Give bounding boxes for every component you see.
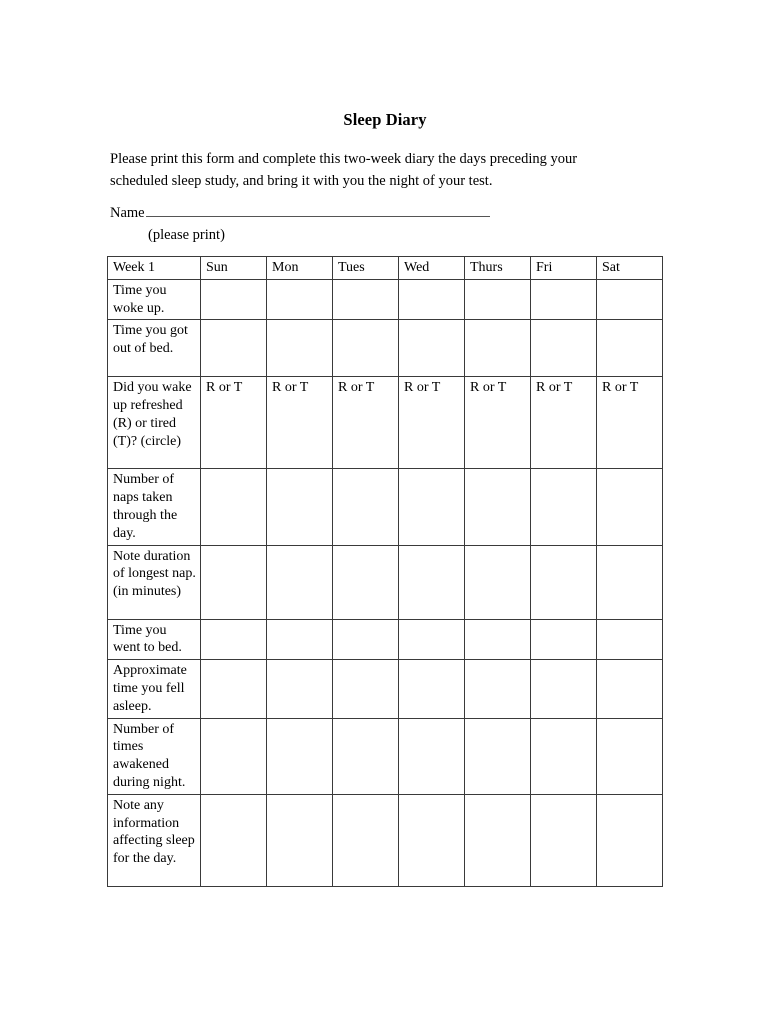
- entry-cell[interactable]: [399, 718, 465, 794]
- entry-cell-r-or-t[interactable]: R or T: [399, 377, 465, 469]
- intro-line-2: scheduled sleep study, and bring it with you the night of your test.: [110, 173, 493, 189]
- table-row: [108, 794, 663, 886]
- table-row: [108, 619, 663, 660]
- table-row: [108, 718, 663, 794]
- entry-cell[interactable]: [531, 794, 597, 886]
- entry-cell[interactable]: [267, 619, 333, 660]
- entry-cell[interactable]: [267, 320, 333, 377]
- entry-cell-r-or-t[interactable]: R or T: [531, 377, 597, 469]
- row-label: Approximate time you fell asleep.: [108, 660, 201, 718]
- entry-cell[interactable]: [465, 619, 531, 660]
- entry-cell[interactable]: [201, 545, 267, 619]
- entry-cell[interactable]: [333, 718, 399, 794]
- entry-cell-r-or-t[interactable]: R or T: [333, 377, 399, 469]
- entry-cell-r-or-t[interactable]: R or T: [465, 377, 531, 469]
- entry-cell[interactable]: [333, 794, 399, 886]
- sleep-diary-table: [107, 256, 663, 887]
- header-cell-wed: Wed: [399, 257, 465, 280]
- entry-cell[interactable]: [399, 794, 465, 886]
- row-label: Time you went to bed.: [108, 619, 201, 660]
- entry-cell[interactable]: [201, 320, 267, 377]
- entry-cell[interactable]: [267, 279, 333, 320]
- table-row: [108, 320, 663, 377]
- entry-cell[interactable]: [531, 279, 597, 320]
- header-cell-mon: Mon: [267, 257, 333, 280]
- row-label: Did you wake up refreshed (R) or tired (T)? (circle): [108, 377, 201, 469]
- entry-cell-r-or-t[interactable]: R or T: [201, 377, 267, 469]
- entry-cell[interactable]: [531, 660, 597, 718]
- entry-cell[interactable]: [597, 320, 663, 377]
- entry-cell[interactable]: [201, 619, 267, 660]
- entry-cell[interactable]: [267, 545, 333, 619]
- table-row: [108, 469, 663, 545]
- entry-cell[interactable]: [399, 545, 465, 619]
- row-label: Number of times awakened during night.: [108, 718, 201, 794]
- entry-cell-r-or-t[interactable]: R or T: [267, 377, 333, 469]
- entry-cell[interactable]: [465, 794, 531, 886]
- entry-cell[interactable]: [597, 660, 663, 718]
- entry-cell[interactable]: [201, 794, 267, 886]
- entry-cell[interactable]: [201, 469, 267, 545]
- entry-cell[interactable]: [399, 469, 465, 545]
- entry-cell[interactable]: [465, 279, 531, 320]
- entry-cell[interactable]: [201, 660, 267, 718]
- entry-cell[interactable]: [399, 320, 465, 377]
- entry-cell[interactable]: [333, 660, 399, 718]
- name-input-line[interactable]: [146, 203, 490, 217]
- entry-cell[interactable]: [399, 279, 465, 320]
- entry-cell[interactable]: [465, 469, 531, 545]
- row-label: Number of naps taken through the day.: [108, 469, 201, 545]
- header-cell-sat: Sat: [597, 257, 663, 280]
- entry-cell[interactable]: [267, 794, 333, 886]
- entry-cell[interactable]: [531, 718, 597, 794]
- entry-cell[interactable]: [597, 619, 663, 660]
- entry-cell[interactable]: [399, 619, 465, 660]
- name-field-row: [110, 203, 490, 224]
- header-cell-week: Week 1: [108, 257, 201, 280]
- table-row: [108, 545, 663, 619]
- name-label: Name: [110, 205, 145, 221]
- entry-cell[interactable]: [597, 279, 663, 320]
- entry-cell[interactable]: [267, 718, 333, 794]
- intro-paragraph: [110, 148, 615, 192]
- entry-cell[interactable]: [465, 545, 531, 619]
- entry-cell[interactable]: [201, 279, 267, 320]
- entry-cell-r-or-t[interactable]: R or T: [597, 377, 663, 469]
- entry-cell[interactable]: [333, 545, 399, 619]
- entry-cell[interactable]: [597, 794, 663, 886]
- entry-cell[interactable]: [465, 718, 531, 794]
- row-label: Time you woke up.: [108, 279, 201, 320]
- row-label: Note duration of longest nap. (in minutes): [108, 545, 201, 619]
- intro-line-1: Please print this form and complete this two-week diary the days preceding your: [110, 151, 578, 167]
- header-cell-thurs: Thurs: [465, 257, 531, 280]
- entry-cell[interactable]: [267, 660, 333, 718]
- table-row: [108, 279, 663, 320]
- table-header-row: [108, 257, 663, 280]
- entry-cell[interactable]: [465, 660, 531, 718]
- header-cell-sun: Sun: [201, 257, 267, 280]
- entry-cell[interactable]: [267, 469, 333, 545]
- entry-cell[interactable]: [597, 545, 663, 619]
- name-block: [110, 203, 630, 246]
- entry-cell[interactable]: [531, 545, 597, 619]
- table-row: [108, 660, 663, 718]
- entry-cell[interactable]: [531, 469, 597, 545]
- entry-cell[interactable]: [531, 619, 597, 660]
- entry-cell[interactable]: [333, 320, 399, 377]
- name-hint: (please print): [148, 227, 225, 243]
- entry-cell[interactable]: [399, 660, 465, 718]
- entry-cell[interactable]: [333, 279, 399, 320]
- entry-cell[interactable]: [333, 469, 399, 545]
- entry-cell[interactable]: [597, 469, 663, 545]
- entry-cell[interactable]: [597, 718, 663, 794]
- row-label: Note any information affecting sleep for the day.: [108, 794, 201, 886]
- page-title: Sleep Diary: [343, 110, 427, 129]
- entry-cell[interactable]: [201, 718, 267, 794]
- entry-cell[interactable]: [333, 619, 399, 660]
- header-cell-fri: Fri: [531, 257, 597, 280]
- table-row: [108, 377, 663, 469]
- entry-cell[interactable]: [531, 320, 597, 377]
- header-cell-tues: Tues: [333, 257, 399, 280]
- entry-cell[interactable]: [465, 320, 531, 377]
- row-label: Time you got out of bed.: [108, 320, 201, 377]
